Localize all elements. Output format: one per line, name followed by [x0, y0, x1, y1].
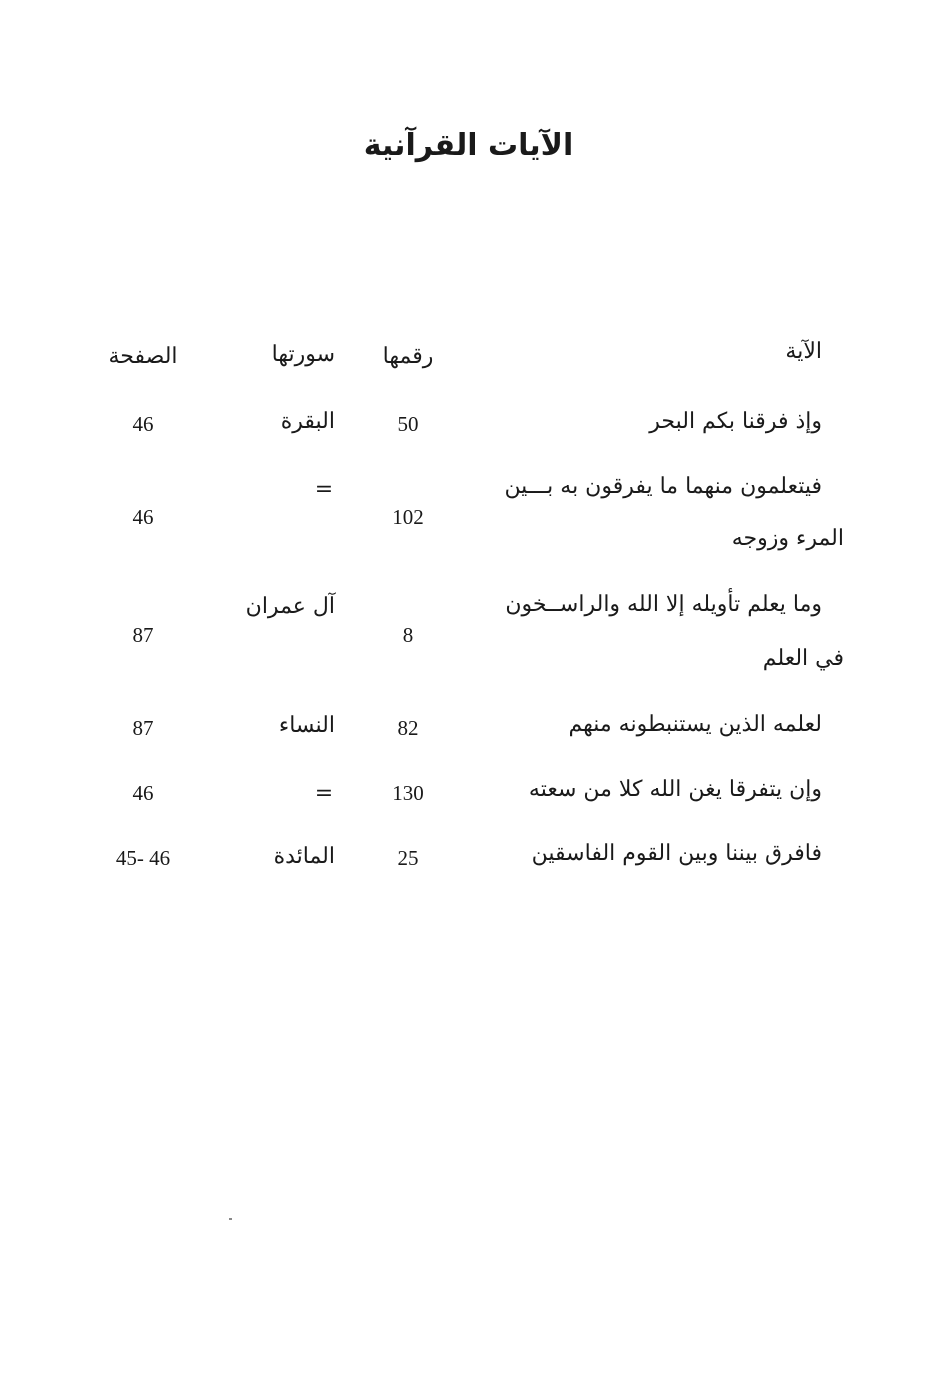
table-row-verse: وإن يتفرقا يغن الله كلا من سعته	[528, 777, 822, 802]
table-row-verse: فيتعلمون منهما ما يفرقون به بـــين	[504, 474, 822, 499]
table-row-surah: النساء	[278, 713, 335, 738]
table-row-verse-continuation: المرء وزوجه	[731, 526, 844, 551]
header-surah: سورتها	[271, 342, 335, 367]
table-row-number: 102	[392, 505, 424, 529]
table-row-verse: وما يعلم تأويله إلا الله والراســخون	[505, 592, 822, 617]
table-row-number: 50	[397, 412, 419, 436]
table-row-verse-continuation: في العلم	[762, 646, 844, 671]
table-row-number: 130	[392, 781, 424, 805]
table-row-number: 25	[397, 846, 419, 870]
table-row-page: 46	[132, 412, 154, 436]
table-row-number: 8	[402, 623, 414, 647]
table-row-verse: لعلمه الذين يستنبطونه منهم	[568, 712, 822, 737]
table-row-surah: المائدة	[273, 844, 335, 869]
table-row-verse: وإذ فرقنا بكم البحر	[649, 409, 822, 434]
table-row-page: 45- 46	[115, 846, 171, 870]
table-row-page: 46	[132, 505, 154, 529]
header-number: رقمها	[382, 344, 434, 369]
table-row-verse: فافرق بيننا وبين القوم الفاسقين	[531, 841, 822, 866]
header-page: الصفحة	[108, 344, 178, 369]
table-row-page: 46	[132, 781, 154, 805]
table-row-surah: البقرة	[280, 409, 335, 434]
page-title: الآيات القرآنية	[363, 128, 574, 163]
table-row-page: 87	[132, 716, 154, 740]
table-row-surah: آل عمران	[245, 594, 335, 619]
table-row-surah: =	[314, 477, 334, 502]
table-row-number: 82	[397, 716, 419, 740]
table-row-page: 87	[132, 623, 154, 647]
header-verse: الآية	[785, 339, 822, 364]
scan-speck	[229, 1218, 232, 1220]
table-row-surah: =	[314, 781, 334, 806]
